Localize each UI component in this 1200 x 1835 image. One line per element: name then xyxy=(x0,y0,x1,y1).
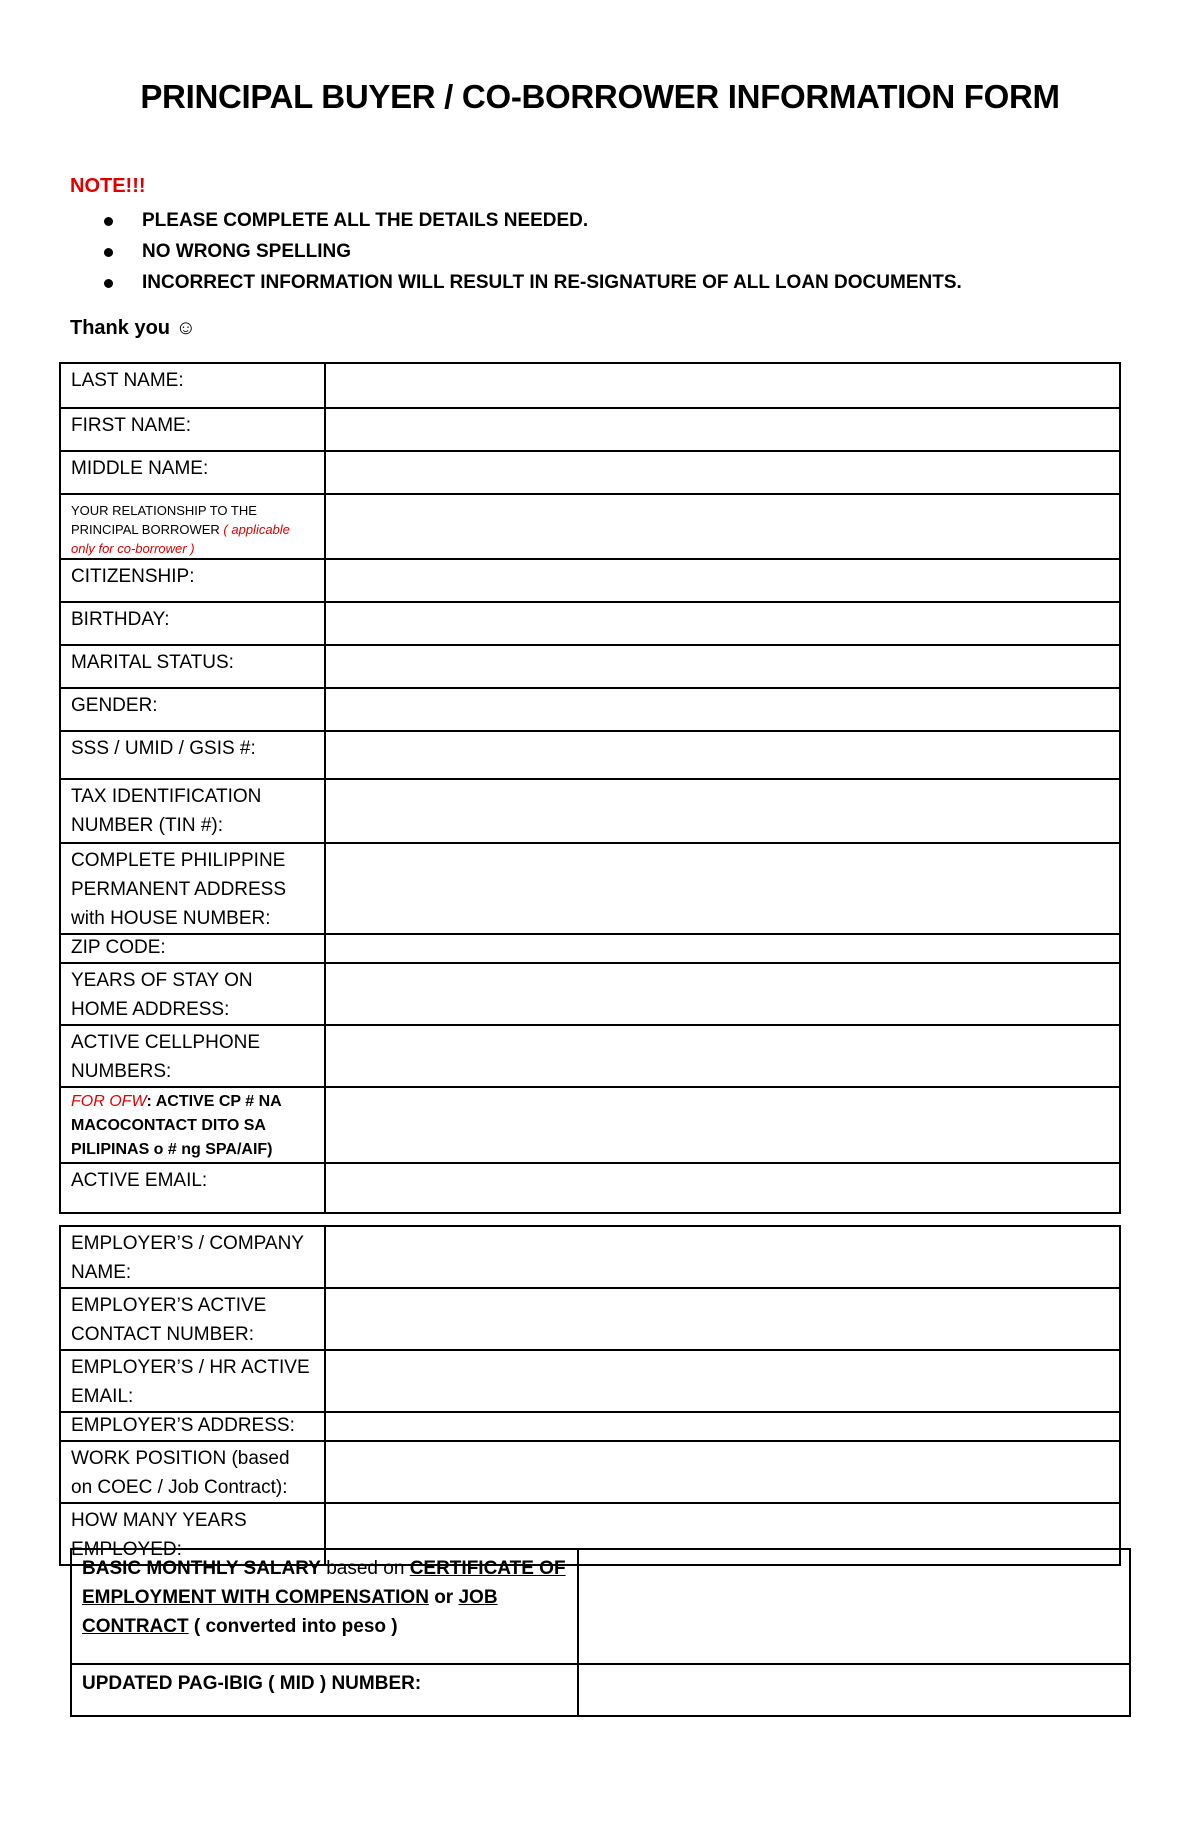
zip-code-label: ZIP CODE: xyxy=(60,934,325,963)
employer-name-field[interactable] xyxy=(325,1226,1120,1288)
address-label: COMPLETE PHILIPPINE PERMANENT ADDRESS with HOUSE NUMBER: xyxy=(60,843,325,934)
tin-field[interactable] xyxy=(325,779,1120,843)
relationship-note: ( applicable only for co-borrower ) xyxy=(71,522,290,556)
pagibig-label: UPDATED PAG-IBIG ( MID ) NUMBER: xyxy=(71,1664,578,1716)
years-of-stay-label: YEARS OF STAY ON HOME ADDRESS: xyxy=(60,963,325,1025)
birthday-field[interactable] xyxy=(325,602,1120,645)
bullet-icon xyxy=(104,279,113,288)
note-list xyxy=(100,205,962,298)
work-position-label: WORK POSITION (based on COEC / Job Contract): xyxy=(60,1441,325,1503)
relationship-label: YOUR RELATIONSHIP TO THE PRINCIPAL BORROWER ( applicable only for co-borrower ) xyxy=(60,494,325,559)
email-field[interactable] xyxy=(325,1163,1120,1213)
employment-info-table xyxy=(59,1225,1121,1566)
salary-table xyxy=(70,1548,1131,1717)
work-position-field[interactable] xyxy=(325,1441,1120,1503)
employer-address-label: EMPLOYER’S ADDRESS: xyxy=(60,1412,325,1441)
middle-name-label: MIDDLE NAME: xyxy=(60,451,325,494)
employer-address-field[interactable] xyxy=(325,1412,1120,1441)
form-title: PRINCIPAL BUYER / CO-BORROWER INFORMATION FORM xyxy=(140,78,1060,115)
cellphone-field[interactable] xyxy=(325,1025,1120,1087)
relationship-field[interactable] xyxy=(325,494,1120,559)
employer-name-label: EMPLOYER’S / COMPANY NAME: xyxy=(60,1226,325,1288)
ofw-contact-label: FOR OFW: ACTIVE CP # NA MACOCONTACT DITO SA PILIPINAS o # ng SPA/AIF) xyxy=(60,1087,325,1163)
salary-field[interactable] xyxy=(578,1549,1130,1664)
cellphone-label: ACTIVE CELLPHONE NUMBERS: xyxy=(60,1025,325,1087)
thank-you: Thank you ☺ xyxy=(70,317,196,339)
citizenship-label: CITIZENSHIP: xyxy=(60,559,325,602)
citizenship-field[interactable] xyxy=(325,559,1120,602)
employer-email-label: EMPLOYER’S / HR ACTIVE EMAIL: xyxy=(60,1350,325,1412)
gender-label: GENDER: xyxy=(60,688,325,731)
note-item: NO WRONG SPELLING xyxy=(100,236,962,267)
gender-field[interactable] xyxy=(325,688,1120,731)
ofw-prefix: FOR OFW xyxy=(71,1093,147,1110)
pagibig-field[interactable] xyxy=(578,1664,1130,1716)
employer-contact-field[interactable] xyxy=(325,1288,1120,1350)
sss-label: SSS / UMID / GSIS #: xyxy=(60,731,325,779)
birthday-label: BIRTHDAY: xyxy=(60,602,325,645)
note-item: INCORRECT INFORMATION WILL RESULT IN RE-SIGNATURE OF ALL LOAN DOCUMENTS. xyxy=(100,267,962,298)
last-name-field[interactable] xyxy=(325,363,1120,408)
address-field[interactable] xyxy=(325,843,1120,934)
salary-label: BASIC MONTHLY SALARY based on CERTIFICATE OF EMPLOYMENT WITH COMPENSATION or JOB CONTRACT ( converted into peso ) xyxy=(71,1549,578,1664)
personal-info-table xyxy=(59,362,1121,1214)
first-name-label: FIRST NAME: xyxy=(60,408,325,451)
first-name-field[interactable] xyxy=(325,408,1120,451)
sss-field[interactable] xyxy=(325,731,1120,779)
bullet-icon xyxy=(104,217,113,226)
years-of-stay-field[interactable] xyxy=(325,963,1120,1025)
marital-status-field[interactable] xyxy=(325,645,1120,688)
note-item: PLEASE COMPLETE ALL THE DETAILS NEEDED. xyxy=(100,205,962,236)
years-employed-label: HOW MANY YEARS EMPLOYED: xyxy=(60,1503,325,1565)
employer-email-field[interactable] xyxy=(325,1350,1120,1412)
tin-label: TAX IDENTIFICATION NUMBER (TIN #): xyxy=(60,779,325,843)
employer-contact-label: EMPLOYER’S ACTIVE CONTACT NUMBER: xyxy=(60,1288,325,1350)
zip-code-field[interactable] xyxy=(325,934,1120,963)
note-heading: NOTE!!! xyxy=(70,175,146,197)
middle-name-field[interactable] xyxy=(325,451,1120,494)
last-name-label: LAST NAME: xyxy=(60,363,325,408)
bullet-icon xyxy=(104,248,113,257)
email-label: ACTIVE EMAIL: xyxy=(60,1163,325,1213)
ofw-contact-field[interactable] xyxy=(325,1087,1120,1163)
marital-status-label: MARITAL STATUS: xyxy=(60,645,325,688)
